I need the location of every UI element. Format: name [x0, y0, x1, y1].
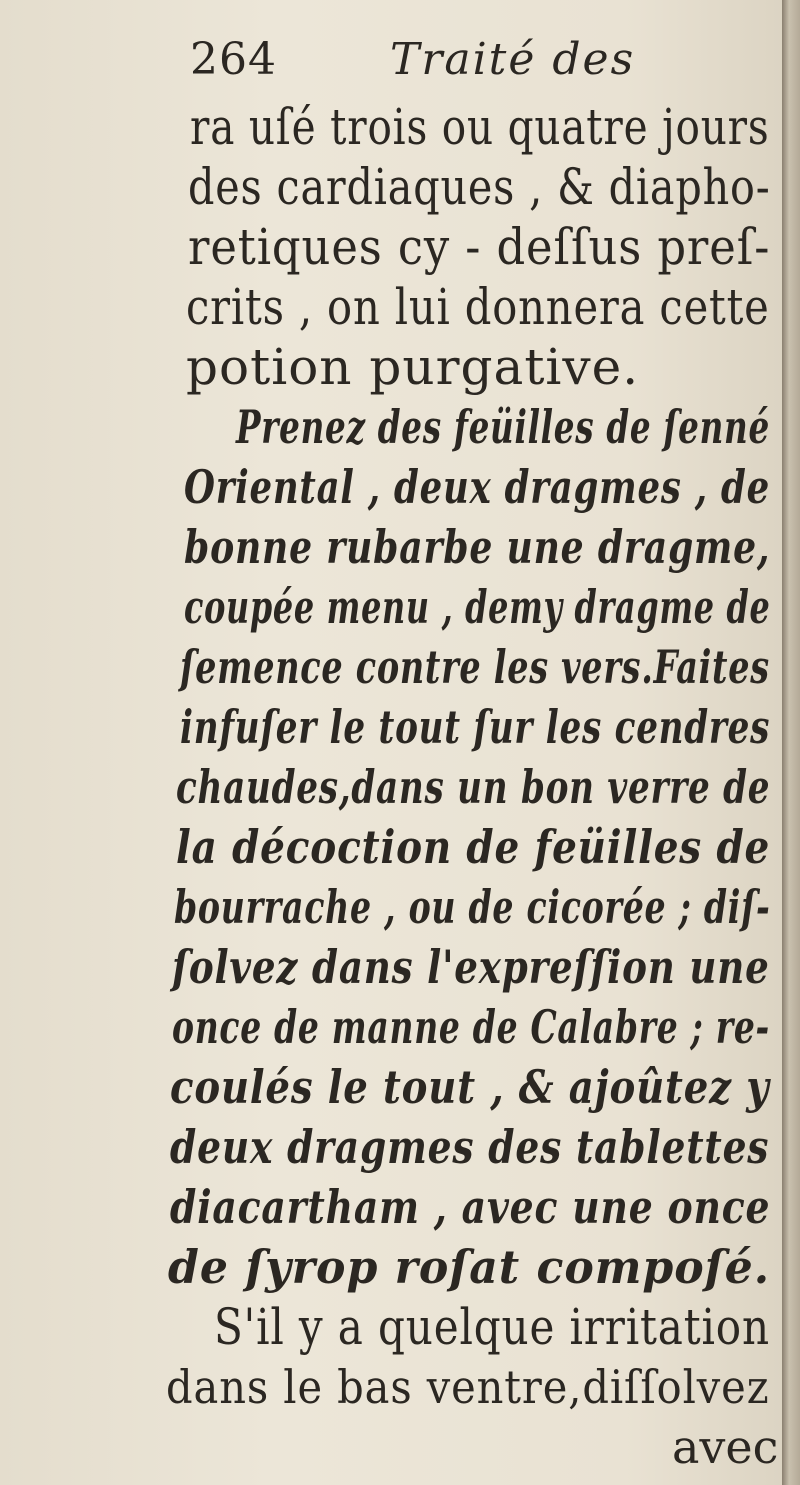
text-line: deux dragmes des tablettes	[170, 1120, 770, 1174]
text-line: S'il y a quelque irritation	[214, 1298, 770, 1356]
text-line: la décoction de feüilles de	[176, 820, 771, 874]
text-line: coupée menu , demy dragme de	[184, 580, 771, 634]
text-line: Oriental , deux dragmes , de	[184, 460, 770, 514]
text-line: ra uſé trois ou quatre jours	[190, 98, 770, 156]
text-line: once de manne de Calabre ; re-	[172, 1000, 770, 1054]
text-line: potion purgative.	[186, 338, 640, 396]
text-line: Prenez des feüilles de ſenné	[236, 400, 770, 454]
text-line: bonne rubarbe une dragme,	[184, 520, 771, 574]
text-line: diacartham , avec une once	[170, 1180, 771, 1234]
text-line: dans le bas ventre,diſſolvez	[166, 1360, 770, 1414]
page-number: 264	[190, 34, 277, 85]
text-line: chaudes,dans un bon verre de	[176, 760, 771, 814]
text-line: retiques cy - deſſus preſ-	[188, 218, 771, 276]
text-line: ſolvez dans l'expreſſion une	[172, 940, 770, 994]
running-title: Traité des	[390, 34, 636, 85]
catchword: avec	[672, 1420, 779, 1474]
text-line: des cardiaques , & diapho-	[188, 158, 771, 216]
page-edge	[782, 0, 800, 1485]
page-header	[190, 34, 750, 94]
text-line: coulés le tout , & ajoûtez y	[170, 1060, 770, 1114]
text-line: de ſyrop roſat compoſé.	[168, 1240, 771, 1294]
text-line: bourrache , ou de cicorée ; diſ-	[174, 880, 771, 934]
text-line: crits , on lui donnera cette	[186, 278, 770, 336]
text-line: ſemence contre les vers.Faites	[180, 640, 770, 694]
text-line: infuſer le tout ſur les cendres	[180, 700, 771, 754]
